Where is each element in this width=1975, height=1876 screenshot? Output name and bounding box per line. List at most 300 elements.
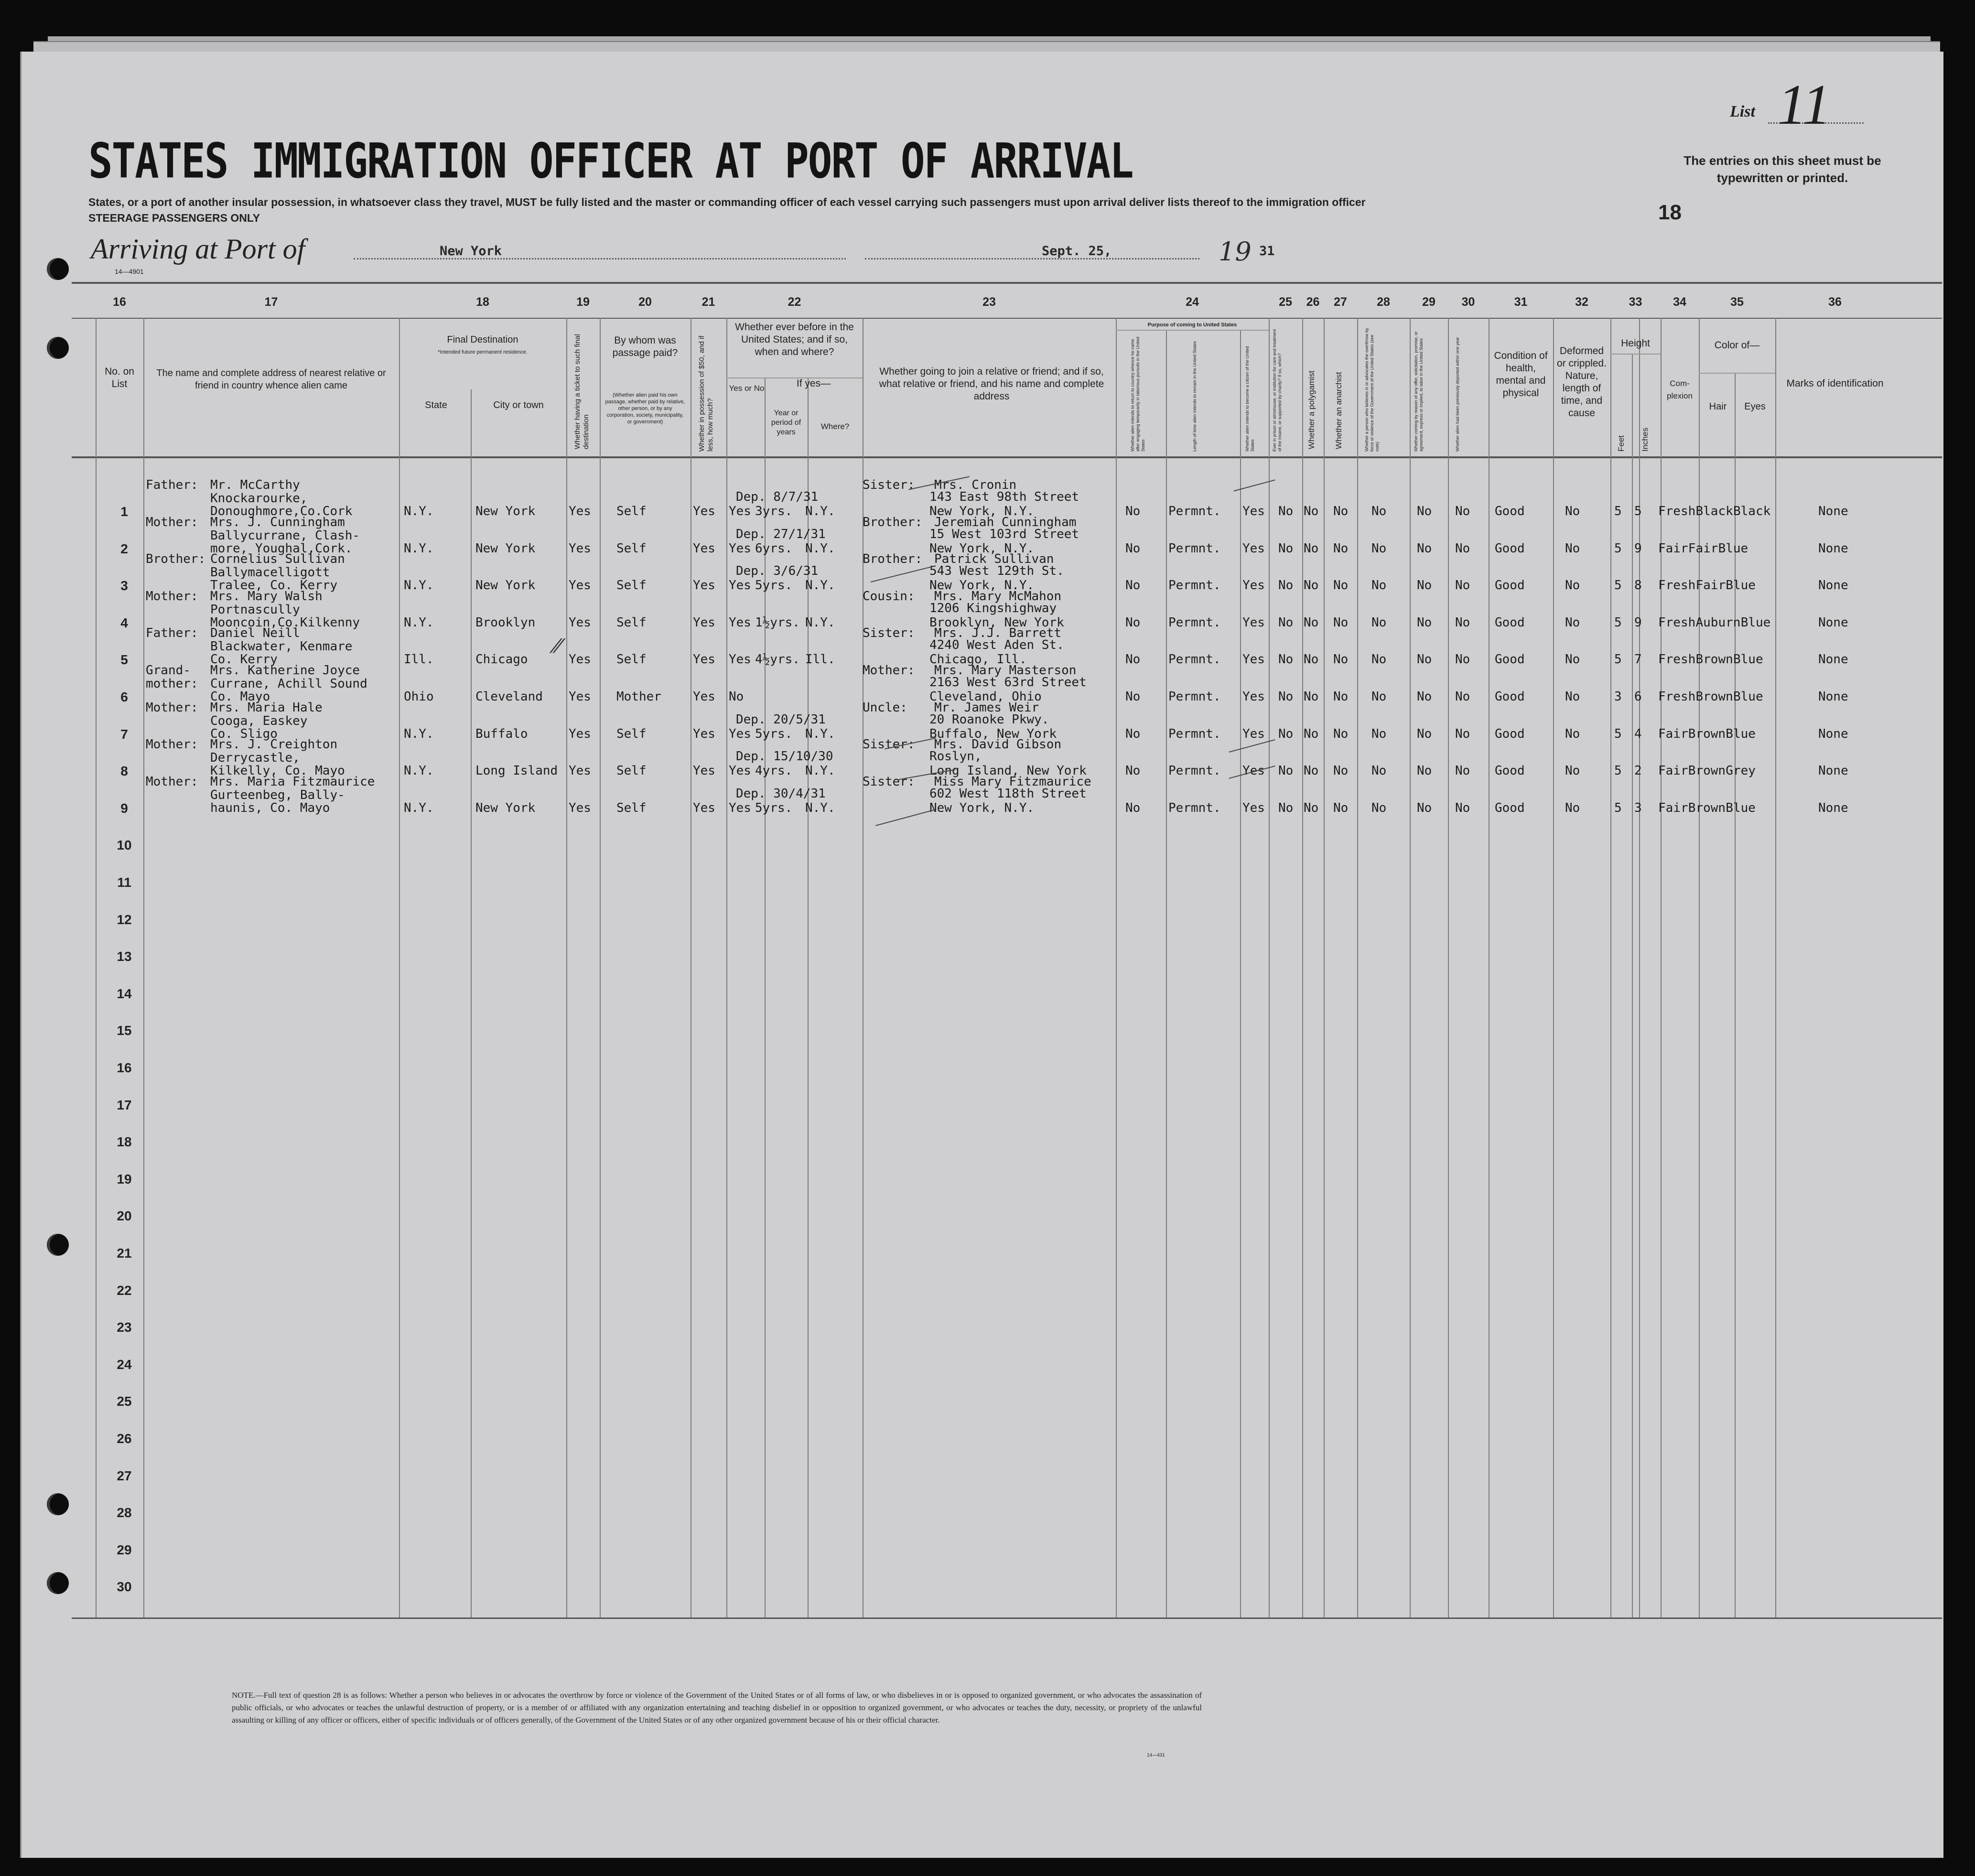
column-divider bbox=[1610, 318, 1611, 1617]
joining-relation: Sister: bbox=[863, 774, 915, 789]
relative-address-2: Co. Mayo bbox=[210, 690, 270, 704]
row-number: 5 bbox=[120, 652, 128, 668]
col-num-23: 23 bbox=[982, 295, 996, 309]
q28-value: No bbox=[1371, 764, 1387, 778]
relative-label: Mother: bbox=[146, 589, 198, 604]
row-number: 14 bbox=[117, 986, 132, 1001]
relative-name: Mrs. Mary Walsh bbox=[210, 589, 323, 604]
relative-name: Mrs. J. Cunningham bbox=[210, 515, 345, 529]
q28-value: No bbox=[1371, 690, 1387, 704]
passage-paid-by: Self bbox=[616, 764, 647, 778]
health-value: Good bbox=[1495, 726, 1525, 741]
col-num-32: 32 bbox=[1575, 295, 1588, 309]
complexion-value: Fresh bbox=[1658, 504, 1696, 518]
height-feet: 5 bbox=[1614, 541, 1622, 556]
purpose-citizen: Yes bbox=[1242, 690, 1265, 704]
column-divider bbox=[1357, 318, 1358, 1617]
relative-name: Mrs. Maria Fitzmaurice bbox=[210, 774, 375, 789]
q30-value: No bbox=[1455, 615, 1470, 630]
q29-value: No bbox=[1417, 652, 1432, 667]
row-number: 4 bbox=[120, 615, 128, 630]
header-q30: Whether alien had been previously deported within one year bbox=[1455, 337, 1460, 452]
prison-value: No bbox=[1278, 615, 1294, 630]
header-purpose: Purpose of coming to United States bbox=[1147, 322, 1237, 328]
destination-state: N.Y. bbox=[404, 578, 434, 593]
polygamist-value: No bbox=[1304, 800, 1319, 815]
where-value: N.Y. bbox=[805, 541, 835, 556]
header-class: STEERAGE PASSENGERS ONLY bbox=[88, 212, 260, 224]
ticket-value: Yes bbox=[569, 615, 591, 630]
ticket-value: Yes bbox=[569, 578, 591, 593]
ever-before-value: Yes bbox=[729, 800, 751, 815]
departure-date: Dep. 8/7/31 bbox=[736, 490, 819, 504]
marks-value: None bbox=[1818, 504, 1848, 518]
header-deformed: Deformed or crippled. Nature, length of time, and cause bbox=[1557, 345, 1607, 419]
relative-label: Father: bbox=[146, 626, 198, 641]
header-hair: Hair bbox=[1709, 401, 1727, 412]
purpose-length: Permnt. bbox=[1168, 726, 1221, 741]
header-ever-before: Whether ever before in the United States; and if so, when and where? bbox=[735, 322, 854, 357]
relative-address-2: Co. Kerry bbox=[210, 652, 278, 667]
joining-address-1: 2163 West 63rd Street bbox=[929, 675, 1087, 690]
marks-value: None bbox=[1818, 541, 1848, 556]
purpose-citizen: Yes bbox=[1242, 578, 1265, 593]
eye-color: Blue bbox=[1733, 652, 1763, 667]
row-number: 10 bbox=[117, 838, 132, 853]
header-polygamist: Whether a polygamist bbox=[1307, 370, 1316, 449]
joining-name: Jeremiah Cunningham bbox=[934, 515, 1077, 529]
departure-date: Dep. 20/5/31 bbox=[736, 712, 826, 727]
column-divider bbox=[1448, 318, 1449, 1617]
height-feet: 5 bbox=[1614, 764, 1622, 778]
relative-address-1: Portnascully bbox=[210, 602, 300, 617]
column-divider bbox=[1116, 318, 1117, 1617]
ever-before-value: Yes bbox=[729, 764, 751, 778]
money-50-value: Yes bbox=[693, 578, 715, 593]
relative-label: Father: bbox=[146, 478, 198, 492]
handwritten-mark: ⁄⁄ bbox=[554, 636, 561, 658]
form-number: 14—4901 bbox=[115, 268, 144, 275]
sub-header-rule bbox=[1699, 373, 1775, 374]
q28-value: No bbox=[1371, 800, 1387, 815]
polygamist-value: No bbox=[1304, 764, 1319, 778]
hair-color: Brown bbox=[1695, 652, 1733, 667]
passage-paid-by: Mother bbox=[616, 690, 661, 704]
money-50-value: Yes bbox=[693, 800, 715, 815]
row-number: 12 bbox=[117, 912, 132, 927]
relative-label-cont: mother: bbox=[146, 677, 198, 691]
row-number: 1 bbox=[120, 504, 128, 519]
polygamist-value: No bbox=[1304, 615, 1319, 630]
purpose-return: No bbox=[1125, 652, 1141, 667]
col-num-33: 33 bbox=[1629, 295, 1642, 309]
prison-value: No bbox=[1278, 726, 1294, 741]
relative-label: Mother: bbox=[146, 700, 198, 715]
ever-before-value: Yes bbox=[729, 652, 751, 667]
deformed-value: No bbox=[1565, 690, 1580, 704]
relative-address-2: Tralee, Co. Kerry bbox=[210, 578, 338, 593]
where-value: N.Y. bbox=[805, 800, 835, 815]
hair-color: Brown bbox=[1695, 690, 1733, 704]
purpose-length: Permnt. bbox=[1168, 615, 1221, 630]
q29-value: No bbox=[1417, 690, 1432, 704]
height-inches: 5 bbox=[1634, 504, 1642, 518]
anarchist-value: No bbox=[1333, 800, 1349, 815]
joining-name: Mrs. David Gibson bbox=[934, 737, 1062, 752]
col-num-35: 35 bbox=[1730, 295, 1744, 309]
purpose-length: Permnt. bbox=[1168, 541, 1221, 556]
port-value: New York bbox=[440, 244, 502, 259]
header-feet: Feet bbox=[1617, 435, 1626, 452]
col-num-29: 29 bbox=[1422, 295, 1435, 309]
sub-header-rule bbox=[1116, 330, 1269, 331]
col-num-27: 27 bbox=[1334, 295, 1347, 309]
joining-address-2: New York, N.Y. bbox=[929, 800, 1035, 815]
purpose-citizen: Yes bbox=[1242, 652, 1265, 667]
column-divider bbox=[1324, 318, 1325, 1617]
years-in-us: 5yrs. bbox=[755, 578, 793, 593]
manifest-sheet bbox=[20, 52, 1943, 1858]
punch-hole bbox=[47, 337, 69, 359]
purpose-length: Permnt. bbox=[1168, 690, 1221, 704]
passage-paid-by: Self bbox=[616, 800, 647, 815]
col-num-22: 22 bbox=[788, 295, 801, 309]
ever-before-value: Yes bbox=[729, 578, 751, 593]
money-50-value: Yes bbox=[693, 764, 715, 778]
sub-column-divider bbox=[1166, 330, 1167, 1617]
relative-label: Grand- bbox=[146, 663, 191, 678]
sub-column-divider bbox=[471, 389, 472, 1617]
typewriter-notice: The entries on this sheet must be typewritten or printed. bbox=[1684, 153, 1881, 185]
marks-value: None bbox=[1818, 764, 1848, 778]
relative-address-1: Blackwater, Kenmare bbox=[210, 639, 353, 654]
purpose-return: No bbox=[1125, 726, 1141, 741]
relative-address-1: Currane, Achill Sound bbox=[210, 677, 367, 691]
departure-date: Dep. 27/1/31 bbox=[736, 527, 826, 541]
relative-address-1: Cooga, Easkey bbox=[210, 713, 308, 728]
prison-value: No bbox=[1278, 764, 1294, 778]
q29-value: No bbox=[1417, 578, 1432, 593]
row-number: 15 bbox=[117, 1023, 132, 1038]
health-value: Good bbox=[1495, 541, 1525, 556]
anarchist-value: No bbox=[1333, 690, 1349, 704]
joining-address-2: New York, N.Y. bbox=[929, 504, 1035, 518]
relative-label: Mother: bbox=[146, 737, 198, 752]
ticket-value: Yes bbox=[569, 726, 591, 741]
column-divider bbox=[1269, 318, 1270, 1617]
marks-value: None bbox=[1818, 652, 1848, 667]
purpose-citizen: Yes bbox=[1242, 800, 1265, 815]
ever-before-value: Yes bbox=[729, 504, 751, 518]
joining-name: Mrs. Cronin bbox=[934, 478, 1017, 492]
column-divider bbox=[1553, 318, 1554, 1617]
relative-address-1: Derrycastle, bbox=[210, 751, 300, 765]
purpose-length: Permnt. bbox=[1168, 652, 1221, 667]
years-in-us: 4½yrs. bbox=[755, 652, 800, 667]
header-joining: Whether going to join a relative or friend; and if so, what relative or friend, and his name and complete address bbox=[879, 366, 1104, 402]
q29-value: No bbox=[1417, 764, 1432, 778]
joining-relation: Cousin: bbox=[863, 589, 915, 604]
destination-state: N.Y. bbox=[404, 504, 434, 518]
q30-value: No bbox=[1455, 800, 1470, 815]
anarchist-value: No bbox=[1333, 504, 1349, 518]
anarchist-value: No bbox=[1333, 652, 1349, 667]
q30-value: No bbox=[1455, 652, 1470, 667]
relative-address-2: Kilkelly, Co. Mayo bbox=[210, 764, 345, 778]
row-number: 30 bbox=[117, 1579, 132, 1595]
money-50-value: Yes bbox=[693, 541, 715, 556]
row-number: 11 bbox=[117, 875, 131, 890]
deformed-value: No bbox=[1565, 800, 1580, 815]
col-num-34: 34 bbox=[1673, 295, 1686, 309]
header-passage-note: (Whether alien paid his own passage, whether paid by relative, other person, or by any corporation, society, municipality, or government) bbox=[605, 392, 685, 425]
table-top-rule bbox=[72, 282, 1942, 284]
hair-color: Black bbox=[1695, 504, 1733, 518]
joining-relation: Brother: bbox=[863, 515, 923, 529]
ticket-value: Yes bbox=[569, 764, 591, 778]
anarchist-value: No bbox=[1333, 764, 1349, 778]
passage-paid-by: Self bbox=[616, 615, 647, 630]
eye-color: Blue bbox=[1726, 800, 1756, 815]
money-50-value: Yes bbox=[693, 652, 715, 667]
purpose-citizen: Yes bbox=[1242, 726, 1265, 741]
complexion-value: Fair bbox=[1658, 541, 1688, 556]
eye-color: Blue bbox=[1718, 541, 1748, 556]
height-inches: 7 bbox=[1634, 652, 1642, 667]
q29-value: No bbox=[1417, 726, 1432, 741]
joining-relation: Sister: bbox=[863, 737, 915, 752]
ticket-value: Yes bbox=[569, 504, 591, 518]
header-relative: The name and complete address of nearest relative or friend in country whence alien came bbox=[156, 368, 386, 391]
eye-color: Blue bbox=[1726, 578, 1756, 593]
years-in-us: 6yrs. bbox=[755, 541, 793, 556]
column-divider bbox=[566, 318, 567, 1617]
polygamist-value: No bbox=[1304, 726, 1319, 741]
health-value: Good bbox=[1495, 652, 1525, 667]
prison-value: No bbox=[1278, 690, 1294, 704]
health-value: Good bbox=[1495, 615, 1525, 630]
header-final-destination: Final Destination bbox=[447, 334, 518, 345]
departure-date: Dep. 15/10/30 bbox=[736, 749, 833, 764]
purpose-length: Permnt. bbox=[1168, 578, 1221, 593]
col-num-26: 26 bbox=[1306, 295, 1320, 309]
complexion-value: Fresh bbox=[1658, 652, 1696, 667]
q29-value: No bbox=[1417, 615, 1432, 630]
destination-city: Long Island bbox=[475, 764, 558, 778]
polygamist-value: No bbox=[1304, 578, 1319, 593]
q30-value: No bbox=[1455, 726, 1470, 741]
joining-name: Mrs. Mary McMahon bbox=[934, 589, 1062, 604]
q30-value: No bbox=[1455, 690, 1470, 704]
marks-value: None bbox=[1818, 690, 1848, 704]
ever-before-value: No bbox=[729, 690, 744, 704]
eye-color: Grey bbox=[1726, 764, 1756, 778]
header-year-period: Year or period of years bbox=[771, 409, 801, 436]
joining-address-1: 15 West 103rd Street bbox=[929, 527, 1079, 541]
header-state: State bbox=[425, 400, 447, 410]
prison-value: No bbox=[1278, 541, 1294, 556]
height-feet: 5 bbox=[1614, 800, 1622, 815]
purpose-length: Permnt. bbox=[1168, 764, 1221, 778]
destination-state: Ohio bbox=[404, 690, 434, 704]
punch-hole bbox=[47, 1493, 69, 1515]
anarchist-value: No bbox=[1333, 578, 1349, 593]
ticket-value: Yes bbox=[569, 690, 591, 704]
sub-column-divider bbox=[1735, 373, 1736, 1617]
height-feet: 5 bbox=[1614, 578, 1622, 593]
years-in-us: 5yrs. bbox=[755, 800, 793, 815]
where-value: N.Y. bbox=[805, 726, 835, 741]
row-number: 16 bbox=[117, 1060, 132, 1075]
destination-city: Cleveland bbox=[475, 690, 543, 704]
q30-value: No bbox=[1455, 764, 1470, 778]
deformed-value: No bbox=[1565, 652, 1580, 667]
deformed-value: No bbox=[1565, 615, 1580, 630]
header-no-on-list: No. on List bbox=[105, 366, 134, 389]
money-50-value: Yes bbox=[693, 690, 715, 704]
row-number: 22 bbox=[117, 1283, 132, 1298]
q29-value: No bbox=[1417, 541, 1432, 556]
row-number: 26 bbox=[117, 1431, 132, 1446]
departure-date: Dep. 3/6/31 bbox=[736, 564, 819, 579]
ever-before-value: Yes bbox=[729, 615, 751, 630]
purpose-length: Permnt. bbox=[1168, 504, 1221, 518]
header-q29: Whether coming by reason of any offer, solicitation, promise, or agreement, express or implied, to labor in the United States bbox=[1414, 331, 1424, 452]
col-num-31: 31 bbox=[1514, 295, 1528, 309]
header-ticket: Whether having a ticket to such final destination bbox=[573, 334, 590, 449]
col-num-24: 24 bbox=[1186, 295, 1199, 309]
col-num-17: 17 bbox=[264, 295, 278, 309]
column-divider bbox=[399, 318, 400, 1617]
destination-state: Ill. bbox=[404, 652, 434, 667]
polygamist-value: No bbox=[1304, 541, 1319, 556]
joining-address-1: 143 East 98th Street bbox=[929, 490, 1079, 504]
purpose-return: No bbox=[1125, 504, 1141, 518]
anarchist-value: No bbox=[1333, 541, 1349, 556]
joining-name: Mrs. Mary Masterson bbox=[934, 663, 1077, 678]
relative-address-1: Ballymacelligott bbox=[210, 565, 330, 580]
joining-address-1: 602 West 118th Street bbox=[929, 786, 1087, 801]
header-possession: Whether in possession of $50, and if less, how much? bbox=[698, 335, 714, 452]
marks-value: None bbox=[1818, 726, 1848, 741]
prison-value: No bbox=[1278, 652, 1294, 667]
row-number: 28 bbox=[117, 1505, 132, 1520]
polygamist-value: No bbox=[1304, 652, 1319, 667]
header-instructions: States, or a port of another insular possession, in whatsoever class they travel, MUST be fully listed and the master or commanding officer of each vessel carrying such passengers must upon arrival deliver lists thereof to the immigration officer bbox=[88, 196, 1366, 208]
passage-paid-by: Self bbox=[616, 652, 647, 667]
header-inches: Inches bbox=[1640, 427, 1650, 452]
column-divider bbox=[726, 318, 727, 1617]
joining-address-2: New York, N.Y. bbox=[929, 578, 1035, 593]
destination-city: Buffalo bbox=[475, 726, 528, 741]
height-feet: 5 bbox=[1614, 615, 1622, 630]
row-number: 23 bbox=[117, 1320, 132, 1335]
passage-paid-by: Self bbox=[616, 541, 647, 556]
page-title: STATES IMMIGRATION OFFICER AT PORT OF ARRIVAL bbox=[88, 133, 1133, 189]
header-city: City or town bbox=[493, 400, 544, 410]
header-yes-no: Yes or No bbox=[729, 384, 765, 393]
deformed-value: No bbox=[1565, 541, 1580, 556]
joining-relation: Mother: bbox=[863, 663, 915, 678]
relative-address-1: Gurteenbeg, Bally- bbox=[210, 787, 345, 802]
q28-value: No bbox=[1371, 504, 1387, 518]
destination-city: New York bbox=[475, 504, 536, 518]
punch-hole bbox=[47, 1572, 69, 1594]
relative-label: Brother: bbox=[146, 552, 206, 567]
purpose-citizen: Yes bbox=[1242, 504, 1265, 518]
q30-value: No bbox=[1455, 578, 1470, 593]
col-num-28: 28 bbox=[1377, 295, 1390, 309]
purpose-return: No bbox=[1125, 690, 1141, 704]
header-color-of: Color of— bbox=[1714, 340, 1760, 351]
complexion-value: Fair bbox=[1658, 800, 1688, 815]
relative-address-1: Ballycurrane, Clash- bbox=[210, 528, 360, 543]
header-where: Where? bbox=[820, 422, 850, 431]
header-anarchist: Whether an anarchist bbox=[1334, 372, 1343, 449]
port-line bbox=[354, 258, 846, 259]
hair-color: Fair bbox=[1688, 541, 1718, 556]
row-number: 24 bbox=[117, 1357, 132, 1372]
row-number: 18 bbox=[117, 1134, 132, 1150]
passage-paid-by: Self bbox=[616, 726, 647, 741]
row-number: 17 bbox=[117, 1097, 132, 1112]
joining-relation: Brother: bbox=[863, 552, 923, 567]
health-value: Good bbox=[1495, 690, 1525, 704]
joining-address-1: 543 West 129th St. bbox=[929, 564, 1064, 579]
ever-before-value: Yes bbox=[729, 726, 751, 741]
q28-value: No bbox=[1371, 541, 1387, 556]
deformed-value: No bbox=[1565, 578, 1580, 593]
destination-state: N.Y. bbox=[404, 800, 434, 815]
purpose-citizen: Yes bbox=[1242, 764, 1265, 778]
purpose-return: No bbox=[1125, 764, 1141, 778]
health-value: Good bbox=[1495, 578, 1525, 593]
joining-name: Patrick Sullivan bbox=[934, 552, 1054, 567]
column-divider bbox=[1410, 318, 1411, 1617]
relative-name: Cornelius Sullivan bbox=[210, 552, 345, 567]
joining-address-2: Long Island, New York bbox=[929, 764, 1087, 778]
header-q28: Whether a person who believes in or advocates the overthrow by force or violence of the Government of the United States (see note) bbox=[1364, 328, 1380, 452]
hair-color: Brown bbox=[1688, 726, 1726, 741]
money-50-value: Yes bbox=[693, 726, 715, 741]
complexion-value: Fresh bbox=[1658, 615, 1696, 630]
height-feet: 5 bbox=[1614, 504, 1622, 518]
prison-value: No bbox=[1278, 578, 1294, 593]
marks-value: None bbox=[1818, 615, 1848, 630]
joining-address-2: Cleveland, Ohio bbox=[929, 690, 1042, 704]
joining-address-2: Buffalo, New York bbox=[929, 726, 1057, 741]
row-number: 19 bbox=[117, 1171, 132, 1186]
header-height: Height bbox=[1621, 338, 1650, 349]
health-value: Good bbox=[1495, 504, 1525, 518]
relative-name: Mrs. J. Creighton bbox=[210, 737, 338, 752]
col-num-16: 16 bbox=[113, 295, 126, 309]
eye-color: Black bbox=[1733, 504, 1771, 518]
header-condition: Condition of health, mental and physical bbox=[1494, 350, 1548, 399]
joining-relation: Sister: bbox=[863, 626, 915, 641]
joining-address-2: New York, N.Y. bbox=[929, 541, 1035, 556]
height-inches: 9 bbox=[1634, 541, 1642, 556]
q29-value: No bbox=[1417, 504, 1432, 518]
hair-color: Brown bbox=[1688, 800, 1726, 815]
complexion-value: Fresh bbox=[1658, 578, 1696, 593]
header-purpose-a: Whether alien intends to return to country whence he came after engaging temporarily in laborious pursuits in the United States bbox=[1130, 336, 1145, 452]
destination-city: Chicago bbox=[475, 652, 528, 667]
eye-color: Blue bbox=[1733, 690, 1763, 704]
col-num-21: 21 bbox=[702, 295, 715, 309]
purpose-return: No bbox=[1125, 615, 1141, 630]
years-in-us: 1½yrs. bbox=[755, 615, 800, 630]
